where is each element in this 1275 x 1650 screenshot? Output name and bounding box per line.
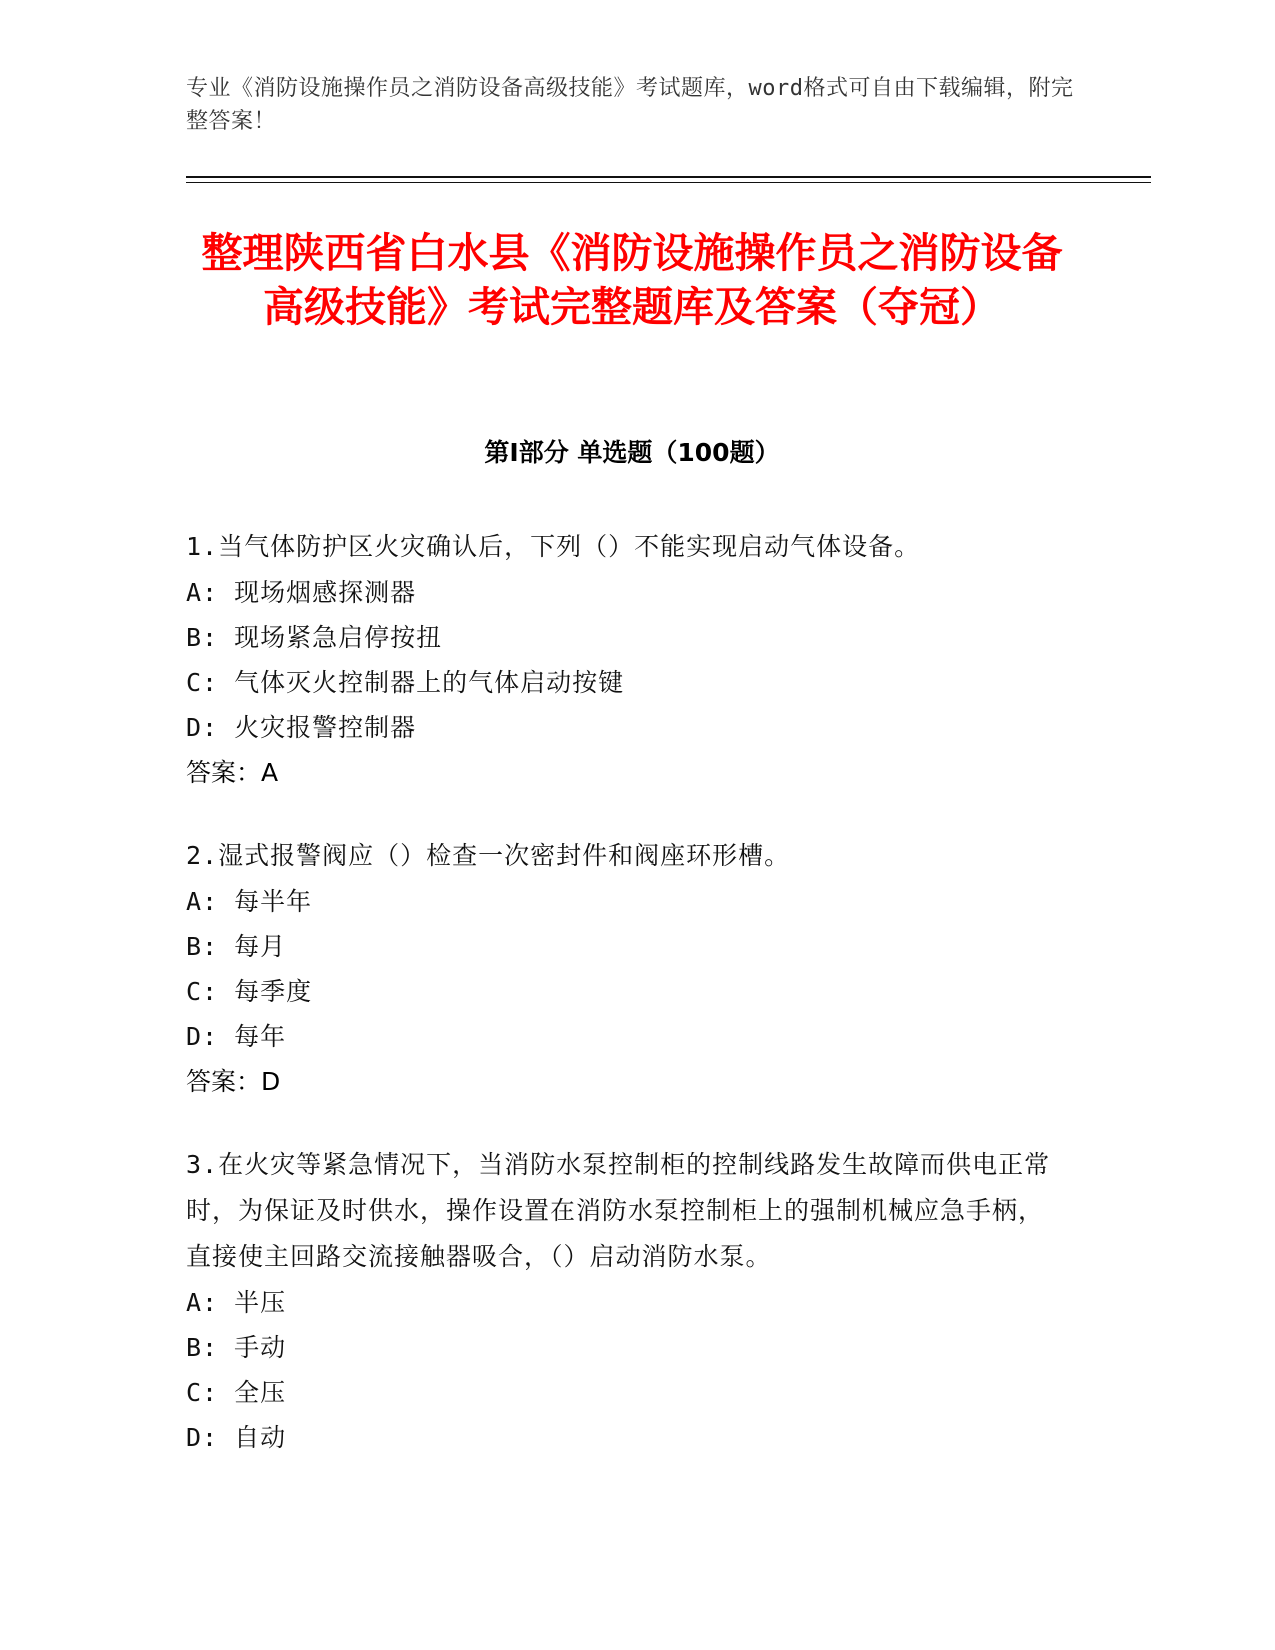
option-a: A: 现场烟感探测器 — [186, 578, 417, 607]
question-stem: 3.在火灾等紧急情况下，当消防水泵控制柜的控制线路发生故障而供电正常时，为保证及时供水，操作设置在消防水泵控制柜上的强制机械应急手柄，直接使主回路交流接触器吸合，（）启动消防水泵。 — [186, 1150, 1051, 1271]
question-list — [186, 524, 1066, 1498]
question-stem: 1.当气体防护区火灾确认后，下列（）不能实现启动气体设备。 — [186, 532, 921, 561]
header-divider — [186, 176, 1151, 178]
question-stem: 2.湿式报警阀应（）检查一次密封件和阀座环形槽。 — [186, 841, 791, 870]
option-c: C: 每季度 — [186, 977, 313, 1006]
answer-label: 答案：D — [186, 1067, 281, 1096]
option-b: B: 现场紧急启停按扭 — [186, 623, 443, 652]
option-c: C: 气体灭火控制器上的气体启动按键 — [186, 668, 625, 697]
document-title: 整理陕西省白水县《消防设施操作员之消防设备高级技能》考试完整题库及答案（夺冠） — [201, 229, 1063, 331]
option-a: A: 每半年 — [186, 887, 313, 916]
section-title: 第Ⅰ部分 单选题（100题） — [484, 438, 780, 467]
answer-label: 答案：A — [186, 758, 279, 787]
question-3 — [186, 1142, 1066, 1460]
option-b: B: 手动 — [186, 1333, 287, 1362]
option-c: C: 全压 — [186, 1378, 287, 1407]
option-d: D: 火灾报警控制器 — [186, 713, 417, 742]
header-divider-thin — [186, 182, 1151, 183]
option-d: D: 自动 — [186, 1423, 287, 1452]
header-note: 专业《消防设施操作员之消防设备高级技能》考试题库，word格式可自由下载编辑，附完整答案！ — [186, 76, 1074, 134]
question-2 — [186, 833, 1066, 1104]
option-d: D: 每年 — [186, 1022, 287, 1051]
option-a: A: 半压 — [186, 1288, 287, 1317]
option-b: B: 每月 — [186, 932, 287, 961]
question-1 — [186, 524, 1066, 795]
